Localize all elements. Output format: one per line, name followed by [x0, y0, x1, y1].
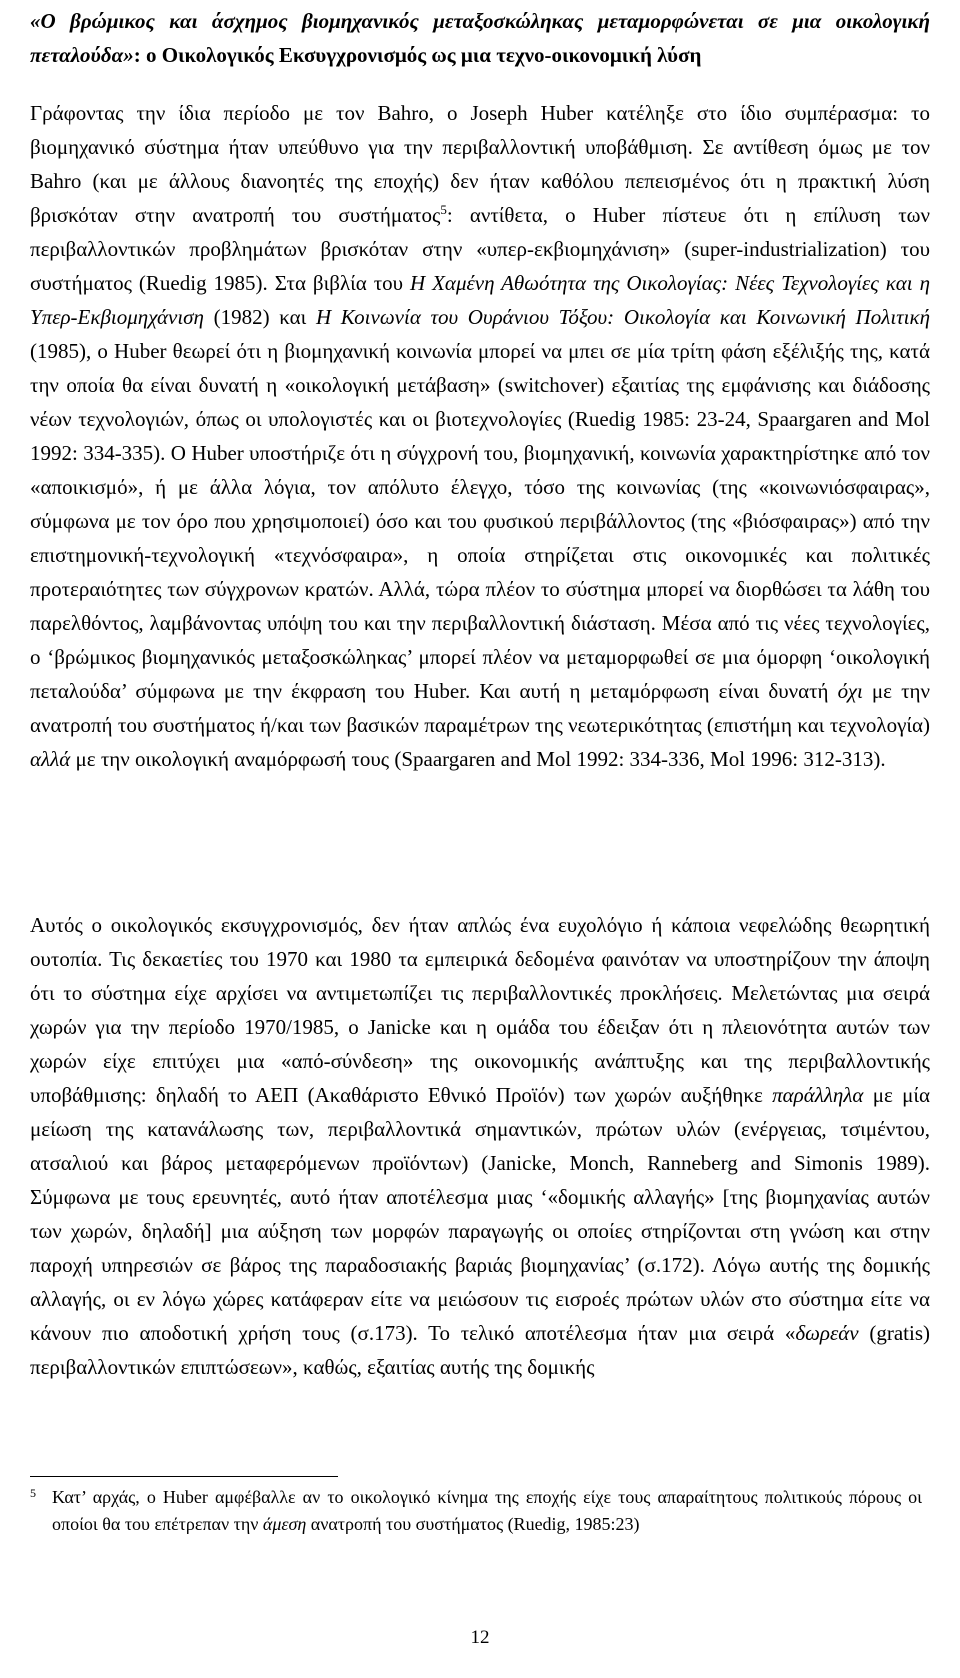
footnote-emphasis: άμεση	[262, 1514, 307, 1534]
emphasis-alla: αλλά	[30, 747, 71, 771]
emphasis-ochi: όχι	[837, 679, 863, 703]
paragraph-2-text-1: Αυτός ο οικολογικός εκσυγχρονισμός, δεν ήταν απλώς ένα ευχολόγιο ή κάποια νεφελώδης θεωρητική ουτοπία. Τις δεκαετίες του 1970 και 1980 τα εμπειρικά δεδομένα φαινόταν να υποστηρίζουν την άποψη ότι το σύστημα είχε αρχίσει να αντιμετωπίζει τις περιβαλλοντικές προκλήσεις. Μελετώντας μια σειρά χωρών για την περίοδο 1970/1985, ο Janicke και η ομάδα του έδειξαν ότι η πλειονότητα αυτών των χωρών είχε επιτύχει μια «από-σύνδεση» της οικονομικής ανάπτυξης και της περιβαλλοντικής υποβάθμισης: δηλαδή το ΑΕΠ (Ακαθάριστο Εθνικό Προϊόν) των χωρών αυξήθηκε	[30, 913, 930, 1107]
section-title	[30, 4, 930, 72]
footnote-reference[interactable]: 5	[440, 202, 447, 217]
paragraph-1	[30, 96, 930, 776]
paragraph-1-text-2: : αντίθετα, ο Huber πίστευε ότι η επίλυση των περιβαλλοντικών προβλημάτων βρισκόταν στην «υπερ-εκβιομηχάνιση» (super-industrialization) του συστήματος (Ruedig 1985). Στα βιβλία του	[30, 203, 930, 295]
paragraph-2-text-3: (gratis) περιβαλλοντικών επιπτώσεων», καθώς, εξαιτίας αυτής της δομικής	[30, 1321, 930, 1379]
paragraph-2-text-2: με μία μείωση της κατανάλωσης των, περιβαλλοντικά σημαντικών, πρώτων υλών (ενέργειας, τσιμέντου, ατσαλιού και βάρος μεταφερόμενων προϊόντων) (Janicke, Monch, Ranneberg and Simonis 1989). Σύμφωνα με τους ερευνητές, αυτό ήταν αποτέλεσμα μιας ‘«δομικής αλλαγής» [της βιομηχανίας αυτών των χωρών, δηλαδή] μια αύξηση των μορφών παραγωγής οι οποίες στηρίζονται στη γνώση και στην παροχή υπηρεσιών σε βάρος της παραδοσιακής βαριάς βιομηχανίας’ (σ.172). Λόγω αυτής της δομικής αλλαγής, οι εν λόγω χώρες κατάφεραν είτε να μειώσουν τις εισροές πρώτων υλών στο σύστημα είτε να κάνουν πιο αποδοτική χρήση τους (σ.173). Το τελικό αποτέλεσμα ήταν μια σειρά «	[30, 1083, 930, 1345]
emphasis-dorean: δωρεάν	[795, 1321, 859, 1345]
section-title-quote: «Ο βρώμικος και άσχημος βιομηχανικός μεταξοσκώληκας μεταμορφώνεται σε μια οικολογική πεταλούδα»	[30, 9, 930, 67]
page-number: 12	[470, 1627, 490, 1648]
footnote-text-2: ανατροπή του συστήματος (Ruedig, 1985:23)	[306, 1514, 640, 1534]
book-title-2: Η Κοινωνία του Ουράνιου Τόξου: Οικολογία και Κοινωνική Πολιτική	[315, 305, 930, 329]
paragraph-1-text-4: (1985), ο Huber θεωρεί ότι η βιομηχανική κοινωνία μπορεί να μπει σε μία τρίτη φάση εξέλιξής της, κατά την οποία θα είναι δυνατή η «οικολογική μετάβαση» (switchover) εξαιτίας της εμφάνισης και διάδοσης νέων τεχνολογιών, όπως οι υπολογιστές και οι βιοτεχνολογίες (Ruedig 1985: 23-24, Spaargaren and Mol 1992: 334-335). Ο Huber υποστήριζε ότι η σύγχρονή του, βιομηχανική, κοινωνία χαρακτηρίστηκε από τον «αποικισμό», ή με άλλα λόγια, τον απόλυτο έλεγχο, τόσο της κοινωνίας (της «κοινωνιόσφαιρας», σύμφωνα με τον όρο που χρησιμοποιεί) όσο και του φυσικού περιβάλλοντος (της «βιόσφαιρας») από την επιστημονική-τεχνολογική «τεχνόσφαιρα», η οποία στηρίζεται στις οικονομικές και πολιτικές προτεραιότητες των σύγχρονων κρατών. Αλλά, τώρα πλέον το σύστημα μπορεί να διορθώσει τα λάθη του παρελθόντος, λαμβάνοντας υπόψη του και την περιβαλλοντική διάσταση. Μέσα από τις νέες τεχνολογίες, ο ‘βρώμικος βιομηχανικός μεταξοσκώληκας’ μπορεί πλέον να μεταμορφωθεί σε μια όμορφη ‘οικολογική πεταλούδα’ σύμφωνα με την έκφραση του Huber. Και αυτή η μεταμόρφωση είναι δυνατή	[30, 339, 930, 703]
footnote-number: 5	[30, 1486, 36, 1500]
paragraph-1-text-3: (1982) και	[203, 305, 316, 329]
paragraph-1-text-6: με την οικολογική αναμόρφωσή τους (Spaargaren and Mol 1992: 334-336, Mol 1996: 312-313).	[70, 747, 886, 771]
footnote-text-1: Κατ’ αρχάς, ο Huber αμφέβαλλε αν το οικολογικό κίνημα της εποχής είχε τους απαραίτητους πολιτικούς πόρους οι οποίοι θα του επέτρεπαν την	[52, 1487, 922, 1534]
footnote-separator	[30, 1476, 338, 1477]
paragraph-1-text-5: με την ανατροπή του συστήματος ή/και των βασικών παραμέτρων της νεωτερικότητας (επιστήμη και τεχνολογία)	[30, 679, 930, 737]
paragraph-1-text-1: Γράφοντας την ίδια περίοδο με τον Bahro, ο Joseph Huber κατέληξε στο ίδιο συμπέρασμα: το βιομηχανικό σύστημα ήταν υπεύθυνο για την περιβαλλοντική υποβάθμιση. Σε αντίθεση όμως με τον Bahro (και με άλλους διανοητές της εποχής) δεν ήταν καθόλου πεπεισμένος ότι η πρακτική λύση βρισκόταν στην ανατροπή του συστήματος	[30, 101, 930, 227]
paragraph-2	[30, 908, 930, 1384]
footnote-body	[52, 1484, 922, 1538]
footnote	[30, 1484, 930, 1538]
emphasis-parallila: παράλληλα	[772, 1083, 864, 1107]
book-title-1: Η Χαμένη Αθωότητα της Οικολογίας: Νέες Τεχνολογίες και η Υπερ-Εκβιομηχάνιση	[30, 271, 930, 329]
section-title-rest: : ο Οικολογικός Εκσυγχρονισμός ως μια τεχνο-οικονομική λύση	[133, 43, 702, 67]
